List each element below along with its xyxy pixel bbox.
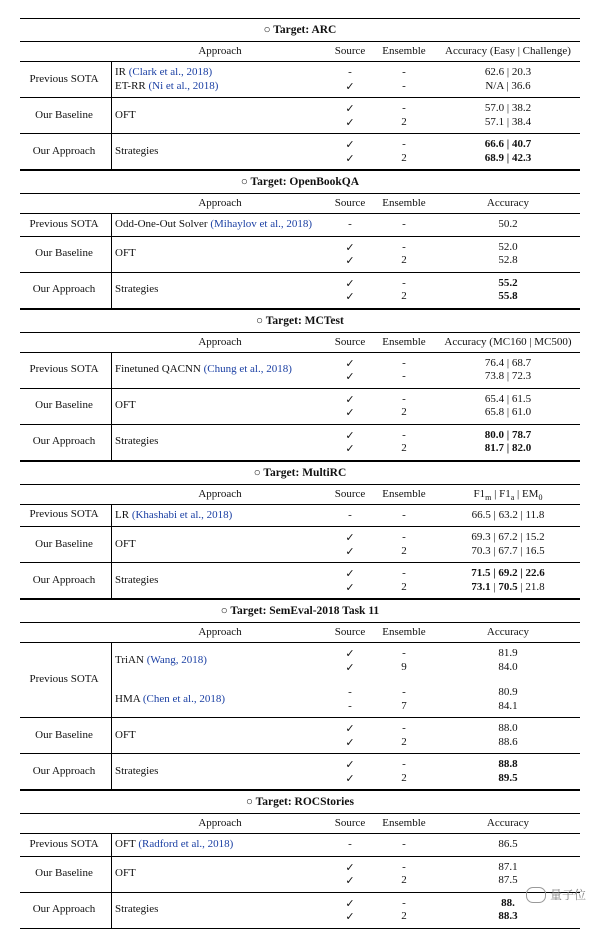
- accuracy-cell: 84.1: [498, 699, 518, 712]
- ensemble-cell: 2: [401, 115, 407, 128]
- approach-header: Approach: [198, 626, 242, 638]
- watermark-text: 量子位: [549, 888, 586, 902]
- accuracy-cell: 65.8 | 61.0: [484, 406, 532, 418]
- header-row: [20, 194, 580, 214]
- approach-cell: [115, 66, 212, 78]
- group-label: Previous SOTA: [29, 837, 99, 850]
- accuracy-cell: 81.9: [498, 647, 518, 659]
- source-cell: ✓: [345, 772, 355, 785]
- group-label: Our Approach: [32, 573, 96, 586]
- accuracy-cell: 87.5: [498, 874, 518, 886]
- source-cell: ✓: [345, 371, 355, 383]
- source-cell: ✓: [345, 241, 355, 254]
- section-title: ○ Target: OpenBookQA: [20, 170, 580, 194]
- source-header: Source: [334, 817, 366, 829]
- accuracy-cell: 89.5: [498, 771, 518, 784]
- approach-name: Strategies: [115, 903, 159, 915]
- source-cell: ✓: [345, 661, 355, 674]
- source-cell: ✓: [345, 648, 355, 660]
- source-cell: ✓: [345, 407, 355, 419]
- group-previous-sota: [20, 214, 580, 237]
- source-header: Source: [334, 626, 366, 638]
- accuracy-cell: 87.1: [498, 860, 518, 873]
- approach-cell: [115, 867, 136, 879]
- ensemble-cell: 2: [401, 254, 407, 266]
- approach-name: LR: [115, 508, 130, 521]
- header-row: [20, 623, 580, 643]
- accuracy-cell: 50.2: [498, 218, 518, 230]
- divider: [111, 563, 112, 598]
- group-previous-sota: [20, 505, 580, 528]
- accuracy-cell: 88.: [501, 896, 515, 909]
- accuracy-cell: 66.5 | 63.2 | 11.8: [471, 508, 545, 521]
- ensemble-cell: -: [402, 508, 406, 521]
- group-previous-sota: [20, 834, 580, 857]
- source-cell: ✓: [345, 545, 355, 558]
- ensemble-cell: 7: [401, 699, 407, 712]
- approach-cell: [115, 109, 136, 121]
- ensemble-cell: -: [402, 722, 406, 734]
- approach-name: Strategies: [115, 144, 159, 157]
- accuracy-cell: 88.6: [498, 735, 518, 748]
- ensemble-cell: -: [402, 218, 406, 230]
- divider: [111, 893, 112, 928]
- approach-cell: [115, 538, 136, 550]
- source-cell: ✓: [345, 152, 355, 165]
- section-title: ○ Target: MCTest: [20, 309, 580, 333]
- approach-cell: [115, 654, 207, 666]
- accuracy-cell: 76.4 | 68.7: [484, 356, 532, 369]
- divider: [111, 527, 112, 562]
- source-cell: ✓: [345, 255, 355, 267]
- ensemble-cell: 2: [401, 580, 407, 593]
- approach-cell: [115, 283, 158, 295]
- divider: [111, 643, 112, 717]
- group-label: Our Baseline: [35, 247, 93, 259]
- accuracy-cell: 66.6 | 40.7: [484, 138, 532, 150]
- group-our-baseline: [20, 237, 580, 273]
- accuracy-cell: 52.8: [498, 254, 518, 266]
- approach-header: Approach: [198, 817, 242, 829]
- group-label: Our Approach: [32, 764, 96, 777]
- group-label: Previous SOTA: [29, 673, 99, 685]
- approach-name: HMA: [115, 692, 141, 705]
- ensemble-cell: -: [402, 138, 406, 150]
- ensemble-cell: 9: [401, 660, 407, 673]
- source-cell: ✓: [345, 723, 355, 735]
- ensemble-cell: 2: [401, 290, 407, 302]
- approach-cell: [115, 509, 232, 521]
- header-row: [20, 814, 580, 834]
- divider: [111, 98, 112, 133]
- approach-name: ET-RR: [115, 79, 146, 92]
- ensemble-header: Ensemble: [382, 817, 426, 829]
- source-cell: ✓: [345, 532, 355, 544]
- group-label: Our Approach: [32, 283, 96, 295]
- group-previous-sota: [20, 353, 580, 389]
- divider: [111, 273, 112, 308]
- approach-name: Strategies: [115, 764, 159, 777]
- approach-cell: [115, 399, 136, 411]
- section-1: [20, 170, 580, 309]
- group-our-baseline: [20, 527, 580, 563]
- approach-name: Finetuned QACNN: [115, 363, 201, 375]
- approach-header: Approach: [198, 45, 242, 57]
- ensemble-cell: -: [402, 392, 406, 405]
- approach-cell: [115, 693, 225, 705]
- source-cell: ✓: [345, 103, 355, 115]
- ensemble-cell: 2: [401, 442, 407, 454]
- group-our-approach: [20, 425, 580, 461]
- source-cell: -: [348, 218, 352, 230]
- ensemble-cell: -: [402, 370, 406, 382]
- approach-cell: [115, 218, 312, 230]
- ensemble-cell: 2: [401, 771, 407, 784]
- source-cell: ✓: [345, 759, 355, 771]
- accuracy-cell: 65.4 | 61.5: [484, 392, 532, 405]
- approach-cell: [115, 80, 218, 92]
- header-row: [20, 485, 580, 505]
- source-cell: ✓: [345, 291, 355, 303]
- source-cell: -: [348, 838, 352, 850]
- source-cell: ✓: [345, 116, 355, 129]
- accuracy-header: Accuracy: [486, 626, 530, 638]
- source-cell: ✓: [345, 911, 355, 923]
- accuracy-cell: 57.1 | 38.4: [484, 115, 532, 128]
- ensemble-header: Ensemble: [382, 335, 426, 348]
- approach-name: OFT: [115, 399, 136, 411]
- group-label: Previous SOTA: [29, 363, 99, 375]
- approach-name: Odd-One-Out Solver: [115, 218, 208, 230]
- accuracy-cell: 81.7 | 82.0: [484, 442, 532, 454]
- accuracy-cell: 69.3 | 67.2 | 15.2: [471, 531, 545, 543]
- accuracy-cell: 88.3: [498, 910, 518, 922]
- group-label: Our Approach: [32, 144, 96, 157]
- source-cell: ✓: [345, 581, 355, 594]
- ensemble-cell: 2: [401, 910, 407, 922]
- group-previous-sota: [20, 62, 580, 98]
- group-our-baseline: [20, 718, 580, 754]
- approach-cell: [115, 765, 158, 777]
- source-header: Source: [334, 335, 366, 348]
- group-label: Our Approach: [32, 435, 96, 447]
- header-row: [20, 42, 580, 62]
- group-label: Our Baseline: [35, 728, 93, 741]
- section-4: [20, 599, 580, 790]
- approach-cell: [115, 145, 158, 157]
- approach-name: Strategies: [115, 435, 159, 447]
- approach-cell: [115, 903, 158, 915]
- citation: (Khashabi et al., 2018): [131, 508, 233, 521]
- accuracy-cell: 88.8: [498, 758, 518, 770]
- ensemble-header: Ensemble: [382, 45, 426, 57]
- group-our-baseline: [20, 98, 580, 134]
- divider: [111, 857, 112, 892]
- ensemble-cell: -: [402, 79, 406, 92]
- source-header: Source: [334, 197, 366, 209]
- accuracy-cell: 88.0: [498, 722, 518, 734]
- ensemble-cell: -: [402, 276, 406, 289]
- group-label: Our Baseline: [35, 108, 93, 121]
- group-label: Previous SOTA: [29, 217, 99, 230]
- citation: (Ni et al., 2018): [148, 79, 219, 92]
- accuracy-cell: 80.9: [498, 686, 518, 698]
- header-row: [20, 333, 580, 353]
- citation: (Radford et al., 2018): [138, 838, 234, 850]
- ensemble-cell: -: [402, 567, 406, 579]
- accuracy-cell: 80.0 | 78.7: [484, 428, 532, 441]
- source-cell: ✓: [345, 736, 355, 749]
- accuracy-cell: 55.2: [498, 276, 518, 289]
- section-title: ○ Target: ARC: [20, 18, 580, 42]
- group-our-approach: [20, 893, 580, 929]
- approach-name: OFT: [115, 108, 136, 121]
- source-cell: ✓: [345, 861, 355, 874]
- accuracy-cell: 70.3 | 67.7 | 16.5: [471, 544, 545, 557]
- divider: [111, 62, 112, 97]
- divider: [111, 754, 112, 789]
- group-our-approach: [20, 563, 580, 599]
- source-header: Source: [334, 45, 366, 57]
- section-5: [20, 790, 580, 929]
- source-cell: -: [348, 508, 352, 521]
- watermark: [526, 886, 586, 903]
- ensemble-cell: -: [402, 860, 406, 873]
- ensemble-header: Ensemble: [382, 626, 426, 638]
- source-cell: ✓: [345, 875, 355, 887]
- ensemble-cell: 2: [401, 544, 407, 557]
- accuracy-cell: 57.0 | 38.2: [484, 102, 532, 114]
- group-previous-sota: [20, 643, 580, 718]
- ensemble-header: Ensemble: [382, 487, 426, 500]
- citation: (Chen et al., 2018): [142, 692, 225, 705]
- group-our-approach: [20, 754, 580, 790]
- accuracy-header: Accuracy: [486, 817, 530, 829]
- accuracy-cell: 84.0: [498, 660, 518, 673]
- ensemble-cell: -: [402, 428, 406, 441]
- accuracy-cell: 52.0: [498, 240, 518, 253]
- source-cell: ✓: [345, 357, 355, 370]
- chat-bubble-icon: [526, 887, 546, 903]
- source-header: Source: [334, 487, 366, 500]
- approach-name: TriAN: [115, 653, 144, 666]
- source-cell: ✓: [345, 139, 355, 151]
- citation: (Clark et al., 2018): [128, 66, 213, 78]
- source-cell: ✓: [345, 429, 355, 442]
- group-our-approach: [20, 273, 580, 309]
- approach-name: OFT: [115, 867, 136, 879]
- approach-name: OFT: [115, 838, 136, 850]
- accuracy-cell: 62.6 | 20.3: [484, 66, 532, 78]
- accuracy-header: $F1_m$ | $F1_a$ | $EM_0$: [473, 487, 543, 502]
- approach-header: Approach: [198, 335, 242, 348]
- accuracy-cell: 73.8 | 72.3: [484, 370, 532, 382]
- source-cell: ✓: [345, 897, 355, 910]
- source-cell: -: [348, 66, 352, 78]
- accuracy-cell: 55.8: [498, 290, 518, 302]
- group-label: Our Baseline: [35, 537, 93, 550]
- section-title: ○ Target: ROCStories: [20, 790, 580, 814]
- divider: [111, 237, 112, 272]
- approach-name: OFT: [115, 728, 136, 741]
- ensemble-cell: 2: [401, 151, 407, 164]
- group-label: Our Baseline: [35, 399, 93, 411]
- ensemble-cell: -: [402, 531, 406, 543]
- group-our-baseline: [20, 389, 580, 425]
- ensemble-cell: -: [402, 647, 406, 659]
- approach-header: Approach: [198, 197, 242, 209]
- section-2: [20, 309, 580, 461]
- accuracy-cell: N/A | 36.6: [485, 79, 531, 92]
- ensemble-cell: 2: [401, 874, 407, 886]
- approach-cell: [115, 574, 158, 586]
- approach-cell: [115, 435, 158, 447]
- ensemble-header: Ensemble: [382, 197, 426, 209]
- ensemble-cell: 2: [401, 406, 407, 418]
- approach-name: Strategies: [115, 283, 159, 295]
- ensemble-cell: -: [402, 758, 406, 770]
- ensemble-cell: -: [402, 102, 406, 114]
- ensemble-cell: 2: [401, 735, 407, 748]
- source-cell: ✓: [345, 277, 355, 290]
- approach-cell: [115, 729, 136, 741]
- accuracy-cell: 86.5: [498, 838, 518, 850]
- group-label: Our Approach: [32, 903, 96, 915]
- approach-name: OFT: [115, 247, 136, 259]
- divider: [111, 425, 112, 460]
- group-label: Previous SOTA: [29, 508, 99, 521]
- divider: [111, 214, 112, 236]
- citation: (Mihaylov et al., 2018): [210, 218, 313, 230]
- section-title: ○ Target: SemEval-2018 Task 11: [20, 599, 580, 623]
- group-label: Previous SOTA: [29, 72, 99, 85]
- divider: [111, 718, 112, 753]
- results-table: [20, 18, 580, 929]
- section-0: [20, 18, 580, 170]
- accuracy-header: Accuracy: [486, 197, 530, 209]
- citation: (Wang, 2018): [146, 653, 207, 666]
- approach-cell: [115, 838, 233, 850]
- ensemble-cell: -: [402, 896, 406, 909]
- approach-header: Approach: [198, 487, 242, 500]
- accuracy-header: Accuracy (MC160 | MC500): [444, 335, 572, 348]
- ensemble-cell: -: [402, 356, 406, 369]
- divider: [111, 134, 112, 169]
- source-cell: ✓: [345, 443, 355, 455]
- group-our-baseline: [20, 857, 580, 893]
- accuracy-header: Accuracy (Easy | Challenge): [445, 45, 571, 57]
- divider: [111, 389, 112, 424]
- ensemble-cell: -: [402, 686, 406, 698]
- source-cell: ✓: [345, 80, 355, 93]
- approach-name: OFT: [115, 537, 136, 550]
- ensemble-cell: -: [402, 838, 406, 850]
- source-cell: ✓: [345, 568, 355, 580]
- source-cell: -: [348, 699, 352, 712]
- divider: [111, 505, 112, 527]
- section-3: [20, 461, 580, 600]
- group-label: Our Baseline: [35, 867, 93, 879]
- section-title: ○ Target: MultiRC: [20, 461, 580, 485]
- approach-name: IR: [115, 66, 126, 78]
- group-our-approach: [20, 134, 580, 170]
- ensemble-cell: -: [402, 66, 406, 78]
- source-cell: -: [348, 686, 352, 698]
- citation: (Chung et al., 2018): [203, 363, 292, 375]
- accuracy-cell: 71.5 | 69.2 | 22.6: [471, 567, 545, 579]
- approach-cell: [115, 363, 292, 375]
- divider: [111, 834, 112, 856]
- approach-cell: [115, 247, 136, 259]
- source-cell: ✓: [345, 393, 355, 406]
- divider: [111, 353, 112, 388]
- approach-name: Strategies: [115, 573, 159, 586]
- ensemble-cell: -: [402, 240, 406, 253]
- accuracy-cell: 73.1 | 70.5 | 21.8: [471, 580, 545, 593]
- accuracy-cell: 68.9 | 42.3: [484, 151, 532, 164]
